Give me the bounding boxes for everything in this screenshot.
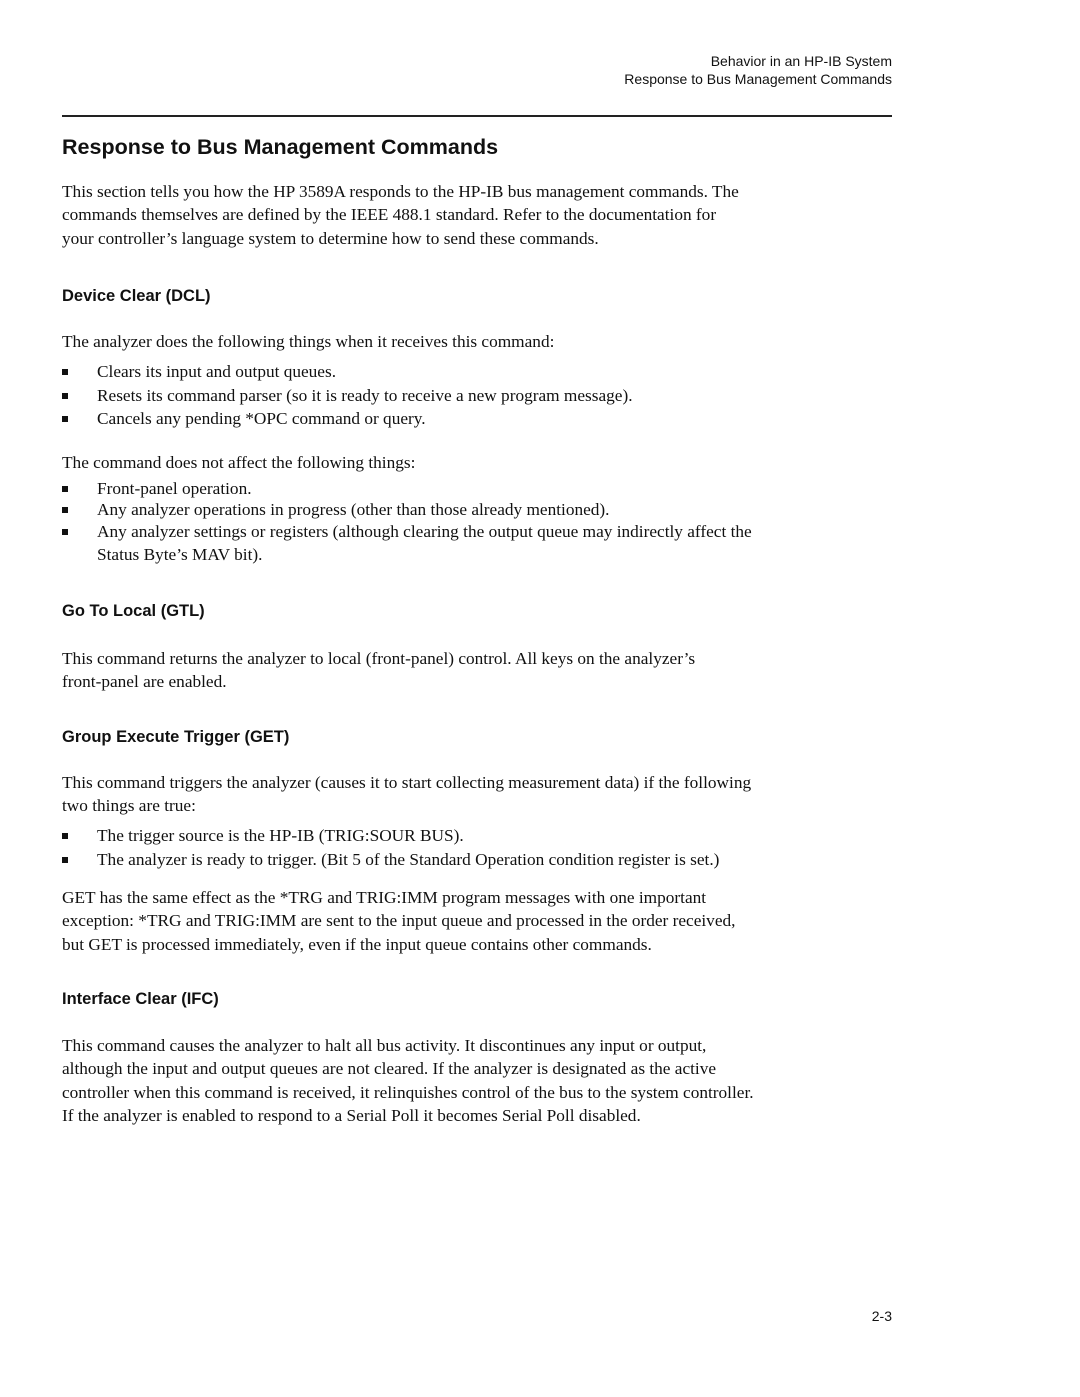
heading-gtl: Go To Local (GTL) (62, 602, 205, 620)
list-item-text: The analyzer is ready to trigger. (Bit 5 of the Standard Operation condition register is set.) (97, 850, 720, 869)
text-line: commands themselves are defined by the IEEE 488.1 standard. Refer to the documentation for (62, 205, 717, 225)
list-item (62, 384, 633, 407)
get-paragraph (62, 771, 751, 818)
dcl-lead: The analyzer does the following things when it receives this command: (62, 332, 555, 351)
list-item (62, 498, 610, 521)
list-item (62, 477, 252, 500)
ifc-paragraph (62, 1034, 754, 1128)
heading-dcl: Device Clear (DCL) (62, 287, 211, 305)
list-item-text: The trigger source is the HP-IB (TRIG:SOUR BUS). (97, 826, 464, 845)
list-item (62, 407, 426, 430)
list-item-text: Resets its command parser (so it is ready to receive a new program message). (97, 386, 633, 405)
bullet-icon (62, 486, 68, 492)
list-item (62, 520, 752, 567)
list-item-text: Status Byte’s MAV bit). (97, 545, 263, 565)
heading-ifc: Interface Clear (IFC) (62, 990, 219, 1008)
header-rule (62, 115, 892, 117)
page-title: Response to Bus Management Commands (62, 135, 499, 159)
header-chapter: Behavior in an HP-IB System (710, 53, 892, 69)
text-line: This command causes the analyzer to halt all bus activity. It discontinues any input or output, (62, 1036, 707, 1055)
text-line: your controller’s language system to determine how to send these commands. (62, 228, 599, 248)
text-line: two things are true: (62, 796, 196, 816)
list-item (62, 360, 336, 383)
text-line: If the analyzer is enabled to respond to a Serial Poll it becomes Serial Poll disabled. (62, 1106, 641, 1126)
bullet-icon (62, 507, 68, 513)
page-number: 2-3 (871, 1308, 892, 1324)
intro-paragraph (62, 180, 739, 250)
bullet-icon (62, 857, 68, 863)
list-item (62, 824, 464, 847)
text-line: but GET is processed immediately, even if the input queue contains other commands. (62, 934, 652, 954)
text-line: front-panel are enabled. (62, 672, 227, 692)
list-item-text: Any analyzer settings or registers (although clearing the output queue may indirectly affect the (97, 522, 752, 541)
gtl-paragraph (62, 647, 695, 694)
text-line: GET has the same effect as the *TRG and TRIG:IMM program messages with one important (62, 888, 707, 907)
get-paragraph-2 (62, 886, 735, 956)
bullet-icon (62, 833, 68, 839)
text-line: exception: *TRG and TRIG:IMM are sent to the input queue and processed in the order received, (62, 911, 736, 931)
list-item-text: Front-panel operation. (97, 479, 252, 498)
header-section: Response to Bus Management Commands (624, 71, 892, 87)
text-line: although the input and output queues are not cleared. If the analyzer is designated as the active (62, 1059, 717, 1079)
list-item-text: Clears its input and output queues. (97, 362, 337, 381)
dcl-lead2: The command does not affect the following things: (62, 453, 416, 472)
text-line: This section tells you how the HP 3589A responds to the HP-IB bus management commands. The (62, 182, 739, 201)
list-item-text: Any analyzer operations in progress (other than those already mentioned). (97, 500, 610, 519)
text-line: This command triggers the analyzer (causes it to start collecting measurement data) if the following (62, 773, 752, 792)
running-header (624, 52, 892, 88)
text-line: controller when this command is received, it relinquishes control of the bus to the system controller. (62, 1082, 754, 1102)
bullet-icon (62, 369, 68, 375)
list-item (62, 848, 719, 871)
bullet-icon (62, 529, 68, 535)
bullet-icon (62, 393, 68, 399)
text-line: This command returns the analyzer to local (front-panel) control. All keys on the analyzer’s (62, 649, 696, 668)
list-item-text: Cancels any pending *OPC command or query. (97, 409, 426, 428)
heading-get: Group Execute Trigger (GET) (62, 728, 290, 746)
bullet-icon (62, 416, 68, 422)
